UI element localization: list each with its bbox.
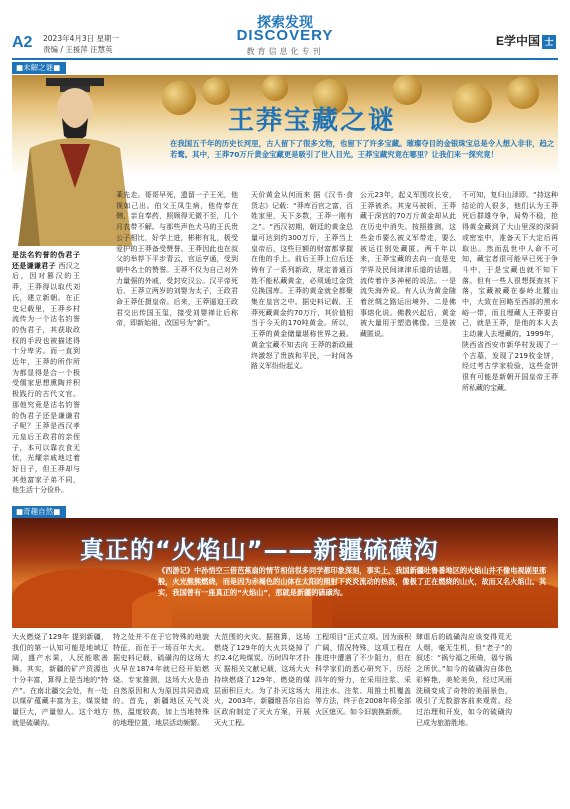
- column-title-en: DISCOVERY: [236, 27, 334, 44]
- section-tag-mystery: ■未解之谜■: [12, 62, 66, 74]
- article-column: [462, 190, 558, 502]
- column-text: 工程项目”正式立项。因为面积广阔，情况特殊，这项工程在推进中遭遇了不少阻力，但在科学家们的悉心研究下，历经四年的努力，在采用注浆、采用注水、注浆、用推土机覆盖等方法，终于在2008年将全部火区熄灭。如今旧貌换新颜。: [315, 633, 411, 716]
- page-header: [0, 0, 570, 62]
- article-title-wangmang: 王莽宝藏之谜: [228, 106, 397, 136]
- logo-text: E学中国: [495, 34, 540, 48]
- article-column: [113, 632, 209, 802]
- gold-coin-icon: [392, 75, 422, 105]
- article-lead-wangmang: 在我国五千年的历史长河里，古人留下了很多文物，也留下了许多宝藏。璀璨夺目的金银珠宝总是令人想入非非，趋之若鹜。其中，王莽70万斤黄金宝藏更是吸引了世人目光。王莽宝藏究竟在哪里？让我们来一探究竟！: [170, 139, 555, 159]
- gold-coin-icon: [162, 81, 196, 115]
- article-column: [360, 190, 456, 502]
- article-column: [315, 632, 411, 802]
- subheading: 是法名钓誉的伪君子还是谦谦君子: [12, 251, 80, 270]
- gold-coin-icon: [507, 77, 539, 109]
- column-text: 肆虐后的硫磺沟应该变得荒无人烟，毫无生机，但“老子”的叙述：“祸兮福之所倚，福兮祸之所伏。”如今的硫磺沟自体色彩鲜艳，美轮美奂，经过风雨洗刷变成了奇特的美丽景色，吸引了无数游客前来观赏。经过治理和开发，如今的硫磺沟已成为旅游胜地。: [416, 633, 512, 727]
- editor-line: 责编 / 王援萍 汪慧英: [43, 45, 113, 54]
- article-column: [116, 190, 238, 502]
- gold-coin-icon: [262, 75, 288, 101]
- column-text: 天价黄金从何而来 据《汉书·食货志》记载：“莽库百官之富，百姓家里，天下多数，王莽一刚有之”。“西汉初期，朝廷的黄金总量可达到约300万斤，王莽当上皇帝后，这些巨额的财富都掌握在他的手上。前后王莽上位后还铸有了一系列新政，规定普通百姓不能私藏黄金，必须通过金货兑换国库。王莽的黄金就全都聚集在皇宫之中。据史料记载，王莽死藏黄金约70万斤，其价值相当于今天的170吨黄金。所以，王莽的黄金储量堪称世界之最。黄金宝藏不知去向 王莽的新政最终激怒了贵族和平民，一时间各路义军纷纷起义。: [251, 191, 353, 371]
- article-column: [251, 190, 353, 502]
- column-text: 大火燃烧了129年 提到新疆，我们的第一认知可能是地域辽阔，盛产水果，人民能歌善舞。其实，新疆的矿产资源也十分丰富，算得上是当地的“特产”。在南北疆交会处，有一处以煤矿蕴藏丰富为主，煤炭储量巨大，产量惊人。这个地方就是硫磺沟。: [12, 633, 108, 727]
- date-line: 2023年4月3日 星期一: [43, 34, 120, 43]
- column-text: 不可知，复归山泽即。“持这种结论的人很多，他们认为王莽死后群雄夺争，局势不稳，抢得黄金藏到了大山里深的深洞或密室中，准备天下大定后再取出。然而乱世中人命不可知，藏宝者很可能早已死于争斗中，于是宝藏也就不知下落。但有一些人很想探查其下落，宝藏被藏在泰岭北麓山中，大致在回略至西部的黑水峪一带，而且埋藏人王莽要自己，就是王莽，是他的本人去主动兼人去埋藏的。1999年，陕西省西安市新华村发现了一个古墓，发现了219枚金饼，经过考古学家检验，这些金饼很有可能是新朝开国皇帝王莽所私藏的宝藏。: [462, 191, 558, 392]
- column-text: 西汉之后，因对篡汉的王莽，王莽得以取代刘氏，建立新朝。在正史记载里，王莽乡村流传为一个沽名钓誉的伪君子，其获取政权的手段也被描述得十分卑劣。而一直到近年，王莽的所作所为都显得是合一个极受儒家思想熏陶并积极践行的古代文官。那他究竟是沽名钓誉的伪君子还是谦谦君子呢？王莽是西汉孝元皇后王政君的亲侄子，本可以靠衣食无忧，光耀亲戚地过着好日子，但王莽却与其他富家子弟不同，他生活十分俭朴。: [12, 261, 80, 495]
- page-number: A2: [12, 34, 33, 51]
- header-rule: [12, 58, 558, 60]
- column-text: 莱先走。哥哥早死，遗留一子王光，他视如己出。伯父王凤生病，他侍奉在侧，亲自奉药，照顾得无微不至，几个月衣带不解。与那些声色犬马的王氏贵公子相比，好学上进，彬彬有礼，极受爱护的王莽备受赞誉。王莽因此也在叔父的举荐下平步青云，官运亨通，受到朝中名士的赞誉。王莽不仅为自己对外力量强的外戚，受封安汉公。汉平帝死后，王莽立两岁的刘婴为太子，王政君命王莽任摄皇帝。后来，王莽逼迫王政君交出传国玉玺，接受刘婴禅让后称帝，即新始祖，改国号为“新”。: [116, 191, 238, 328]
- article-column: [12, 250, 80, 504]
- logo-mark-icon: 士: [542, 35, 556, 49]
- section-tag-nature: ■奇趣自然■: [12, 506, 66, 518]
- gold-coin-icon: [202, 77, 230, 105]
- column-subtitle: 教育信息化专刊: [246, 47, 324, 56]
- column-title-cn: 探索发现: [257, 15, 313, 31]
- article-column: [214, 632, 310, 802]
- article-title-firemountain: 真正的“火焰山”——新疆硫磺沟: [80, 536, 439, 564]
- column-text: 特之处并不在于它特殊的地貌特征，而在于一场百年大火。据史料记载，硫磺沟的这场大火早在1874年就已经开始燃烧。专家推测，这场大火是由自然原因和人为原因共同造成的。首先，新疆地区天气炎热，温度较高，加上当地特殊的地理位置，地层活动频繁。: [113, 633, 209, 727]
- column-text: 大范围的火灾。据推算，这场燃烧了129年的大火共烧掉了约2.4亿吨煤炭。历时四年才扑灭 据相关文献记载，这场大火持续燃烧了129年，燃烧的煤层面积巨大。为了扑灭这场大火，2003年，新疆维吾尔自治区政府制定了灭火方案，开展灭火工程。: [214, 633, 310, 727]
- gold-coin-icon: [452, 83, 492, 123]
- publication-logo: [496, 32, 556, 49]
- column-text: 公元23年，起义军围攻长安，王莽被杀。其宠马被斩，王莽藏于深宫的70万斤黄金却从此在历史中消失。按照推测，这些金币要么被义军带走，要么被运往别处藏匿。两千年以来，王莽宝藏的去向一直是史学界及民间津津乐道的话题，流传着许多神秘的说法。一是流失海外说。有人认为黄金随着丝绸之路运出境外。二是佛事熔化说。佛教兴起后，黄金被大量用于塑造佛像。三是被藏匿说。: [360, 191, 456, 339]
- article-lead-firemountain: 《西游记》中孙悟空三借芭蕉扇的情节相信很多同学都印象深刻，事实上，我国新疆吐鲁番地区的火焰山并不像电视剧里那般，火光熊熊燃烧，而是因为赤褐色的山体在太阳的照射下炎炎流动的热浪，像极了正在燃烧的山火，故而又名火焰山。其实，我国曾有一座真正的“火焰山”，那就是新疆的硫磺沟。: [158, 566, 547, 597]
- article-column: [416, 632, 512, 802]
- article-column: [12, 632, 108, 802]
